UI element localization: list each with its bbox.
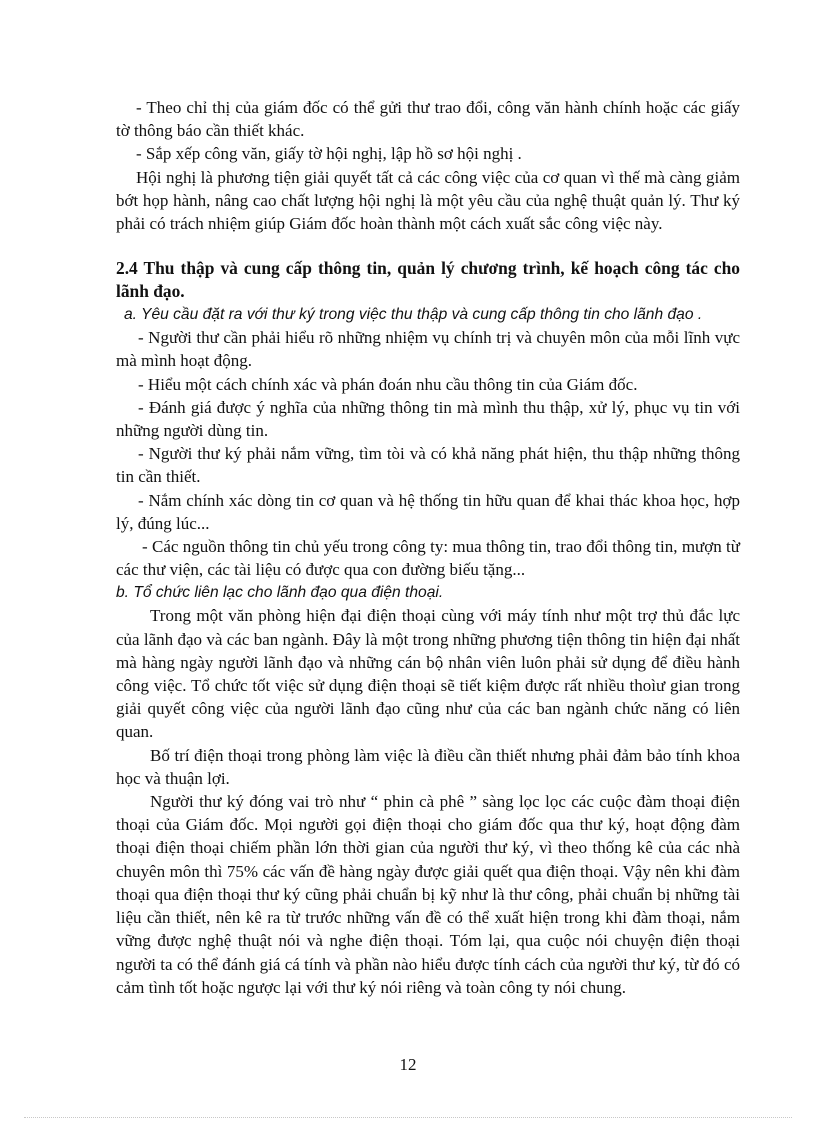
body-paragraph: Hội nghị là phương tiện giải quyết tất cả các công việc của cơ quan vì thế mà càng giảm bớt họp hành, nâng cao chất lượng hội nghị là một yêu cầu của nghệ thuật quản lý. Thư ký phải có trách nhiệm giúp Giám đốc hoàn thành một cách xuất sắc công việc này. [116, 167, 740, 234]
page-body [116, 96, 740, 999]
body-paragraph: Trong một văn phòng hiện đại điện thoại cùng với máy tính như một trợ thủ đắc lực của lãnh đạo và các ban ngành. Đây là một trong những phương tiện thông tin hiện đại nhất mà hàng ngày người lãnh đạo và những cán bộ nhân viên luôn phải sử dụng để điều hành công việc. Tổ chức tốt việc sử dụng điện thoại sẽ tiết kiệm được rất nhiều thoìư gian trong giải quyết công việc của người lãnh đạo cũng như của các ban ngành chức năng có liên quan. [116, 606, 740, 742]
subsection-heading: b. Tổ chức liên lạc cho lãnh đạo qua điện thoại. [116, 584, 444, 602]
body-paragraph: Bố trí điện thoại trong phòng làm việc là điều cần thiết nhưng phải đảm bảo tính khoa học và thuận lợi. [116, 745, 740, 788]
bullet-paragraph: - Hiểu một cách chính xác và phán đoán nhu cầu thông tin của Giám đốc. [138, 374, 638, 394]
bullet-paragraph: - Theo chỉ thị của giám đốc có thể gửi thư trao đổi, công văn hành chính hoặc các giấy tờ thông báo cần thiết khác. [116, 98, 740, 141]
subsection-heading: a. Yêu cầu đặt ra với thư ký trong việc thu thập và cung cấp thông tin cho lãnh đạo . [124, 306, 703, 324]
section-heading: 2.4 Thu thập và cung cấp thông tin, quản lý chương trình, kế hoạch công tác cho lãnh đạo. [116, 258, 740, 302]
bullet-paragraph: - Người thư cần phải hiểu rõ những nhiệm vụ chính trị và chuyên môn của mỗi lĩnh vực mà mình hoạt động. [116, 328, 740, 371]
bullet-paragraph: - Các nguồn thông tin chủ yếu trong công ty: mua thông tin, trao đổi thông tin, mượn từ các thư viện, các tài liệu có được qua con đường biếu tặng... [116, 537, 740, 580]
page-number: 12 [399, 1055, 417, 1074]
body-paragraph: Người thư ký đóng vai trò như “ phin cà phê ” sàng lọc lọc các cuộc đàm thoại điện thoại của Giám đốc. Mọi người gọi điện thoại cho giám đốc qua thư ký, hoạt động đàm thoại điện thoại chiếm phần lớn thời gian của người thư ký, vì theo thống kê của các nhà chuyên môn thì 75% các vấn đề hàng ngày được giải quết qua điện thoại. Vậy nên khi đàm thoại qua điện thoại thư ký cũng phải chuẩn bị kỹ như là thư công, phải chuẩn bị những tài liệu cần thiết, nên kê ra từ trước những vấn đề có thể xuất hiện trong khi đàm thoại, nắm vững được nghệ thuật nói và nghe điện thoại. Tóm lại, qua cuộc nói chuyện điện thoại người ta có thể đánh giá cá tính và phần nào hiểu được tính cách của người thư ký, từ đó có cảm tình tốt hoặc ngược lại với thư ký nói riêng và toàn công ty nói chung. [116, 792, 740, 997]
bullet-paragraph: - Đánh giá được ý nghĩa của những thông tin mà mình thu thập, xử lý, phục vụ tin với những người dùng tin. [116, 397, 740, 441]
page-bottom-divider [24, 1117, 792, 1118]
bullet-paragraph: - Nắm chính xác dòng tin cơ quan và hệ thống tin hữu quan để khai thác khoa học, hợp lý, đúng lúc... [116, 490, 740, 533]
bullet-paragraph: - Người thư ký phải nắm vững, tìm tòi và có khả năng phát hiện, thu thập những thông tin cần thiết. [116, 444, 740, 487]
bullet-paragraph: - Sắp xếp công văn, giấy tờ hội nghị, lập hồ sơ hội nghị . [136, 144, 522, 164]
